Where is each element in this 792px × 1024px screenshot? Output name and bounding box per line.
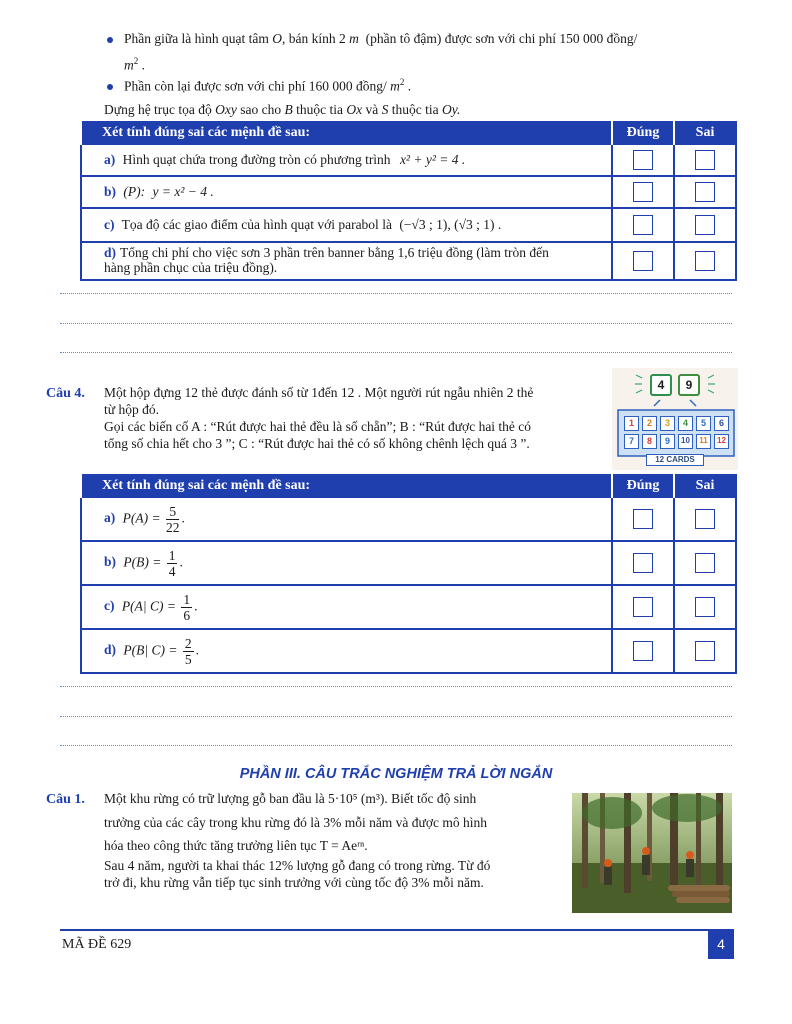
math-symbol: B (284, 102, 293, 117)
statement-text-continued: hàng phần chục của triệu đồng). (104, 260, 278, 275)
math-symbol: Ox (346, 102, 363, 117)
table-header-prompt: Xét tính đúng sai các mệnh đề sau: (81, 475, 612, 497)
table-row (81, 541, 736, 585)
table-row (81, 144, 736, 176)
cell-false (674, 208, 736, 242)
box-card: 7 (624, 434, 639, 449)
question-text: tổng số chia hết cho 3 ”; C : “Rút được hai thẻ có số không chênh lệch quá 3 ”. (104, 436, 530, 451)
false-checkbox[interactable] (695, 641, 715, 661)
question-text: từ hộp đó. (104, 402, 159, 417)
statement-label: b) (104, 554, 117, 570)
cell-true (612, 208, 674, 242)
cell-true (612, 585, 674, 629)
table-row (81, 585, 736, 629)
column-false: Sai (674, 475, 736, 497)
statement-label: d) (104, 245, 117, 261)
true-checkbox[interactable] (633, 150, 653, 170)
numerator: 1 (168, 547, 176, 563)
box-card: 3 (660, 416, 675, 431)
card-box-illustration (612, 368, 738, 470)
math-symbol: 2 (133, 56, 139, 66)
math-symbol: m (124, 57, 134, 73)
table-row (81, 629, 736, 673)
false-checkbox[interactable] (695, 251, 715, 271)
statement-math: x² + y² = 4 . (399, 151, 466, 167)
box-card: 6 (714, 416, 729, 431)
table-header-prompt: Xét tính đúng sai các mệnh đề sau: (81, 122, 612, 144)
question-text: Gọi các biến cố A : “Rút được hai thẻ đều là số chẵn”; B : “Rút được hai thẻ có (104, 419, 532, 434)
false-checkbox[interactable] (695, 553, 715, 573)
bullet-2-text: Phần còn lại được sơn với chi phí 160 000 đồng/ $m^2$ . (124, 77, 412, 94)
table-row (81, 208, 736, 242)
statement-label: a) (104, 510, 116, 526)
box-card: 8 (642, 434, 657, 449)
bullet-dot (107, 37, 113, 43)
math-symbol: O (272, 31, 283, 46)
question-number: Câu 1. (46, 792, 85, 807)
bullet-1-text (124, 31, 637, 48)
fraction (167, 548, 178, 579)
axis-part: và (365, 102, 379, 117)
false-checkbox[interactable] (695, 509, 715, 529)
bullet-1-part: (phần tô đậm) được sơn với chi phí 150 000 đồng/ (365, 31, 638, 46)
axis-part: thuộc tia (296, 102, 344, 117)
axis-part: thuộc tia (391, 102, 439, 117)
axis-part: sao cho (240, 102, 282, 117)
question-text: trưởng của các cây trong khu rừng đó là 3% mỗi năm và được mô hình (104, 815, 488, 830)
question-text: Một khu rừng có trữ lượng gỗ ban đầu là 5·10⁵ (m³). Biết tốc độ sinh (104, 791, 477, 806)
statement-d (81, 242, 612, 280)
statement-math: P(B) = (123, 554, 162, 570)
cell-true (612, 541, 674, 585)
cell-false (674, 176, 736, 208)
question-text: trở đi, khu rừng vẫn tiếp tục sinh trưởng với cùng tốc độ 3% mỗi năm. (104, 875, 484, 890)
statement-math: (−√3 ; 1), (√3 ; 1) . (399, 216, 502, 232)
cell-false (674, 629, 736, 673)
true-checkbox[interactable] (633, 553, 653, 573)
statement-a: a) P(A) = $\frac{5}{22}$ . (81, 497, 612, 541)
statement-d: d) P(B| C) = $\frac{2}{5}$ . (81, 629, 612, 673)
math-symbol: 2 (399, 77, 405, 87)
denominator: 5 (184, 651, 192, 667)
forest-photo (572, 793, 732, 913)
statement-label: c) (104, 598, 115, 614)
question-text: Sau 4 năm, người ta khai thác 12% lượng gỗ đang có trong rừng. Từ đó (104, 858, 491, 873)
footer-rule (60, 929, 708, 931)
denominator: 22 (165, 519, 180, 535)
statement-text: Hình quạt chứa trong đường tròn có phương trình (122, 151, 391, 167)
statement-math: y = x² − 4 . (152, 183, 214, 199)
cell-true (612, 629, 674, 673)
section-title: PHẦN III. CÂU TRẮC NGHIỆM TRẢ LỜI NGẮN (239, 766, 553, 782)
bullet-2-part: Phần còn lại được sơn với chi phí 160 000 đồng/ (124, 78, 387, 94)
answer-line (60, 686, 732, 687)
table-header (81, 475, 736, 497)
column-true: Đúng (612, 475, 674, 497)
bullet-1-unit: $m^2$ . (124, 56, 145, 73)
math-symbol: Oxy (215, 102, 237, 117)
numerator: 2 (184, 635, 192, 651)
statement-label: a) (104, 151, 116, 167)
box-card: 9 (660, 434, 675, 449)
table-row (81, 242, 736, 280)
drawn-card: 4 (650, 374, 672, 396)
exam-code: MÃ ĐỀ 629 (62, 937, 132, 952)
statement-text: Tổng chi phí cho việc sơn 3 phần trên banner bằng 1,6 triệu đồng (làm tròn đến (120, 245, 549, 261)
column-true: Đúng (612, 122, 674, 144)
true-checkbox[interactable] (633, 641, 653, 661)
axis-setup-text (104, 102, 460, 119)
cell-true (612, 176, 674, 208)
false-checkbox[interactable] (695, 150, 715, 170)
drawn-card: 9 (678, 374, 700, 396)
cell-false (674, 585, 736, 629)
statement-a (81, 144, 612, 176)
math-symbol: m (349, 31, 359, 46)
cell-true (612, 497, 674, 541)
question-number: Câu 4. (46, 386, 85, 401)
statement-c: c) P(A| C) = $\frac{1}{6}$ . (81, 585, 612, 629)
box-label: 12 CARDS (646, 454, 704, 466)
box-card: 10 (678, 434, 693, 449)
box-card: 2 (642, 416, 657, 431)
math-symbol: m (390, 78, 400, 94)
box-card: 11 (696, 434, 711, 449)
statement-b: b) P(B) = $\frac{1}{4}$ . (81, 541, 612, 585)
fraction (166, 504, 180, 535)
true-checkbox[interactable] (633, 251, 653, 271)
bullet-dot (107, 84, 113, 90)
cell-false (674, 541, 736, 585)
box-card: 1 (624, 416, 639, 431)
fraction (181, 592, 192, 623)
cell-true (612, 144, 674, 176)
answer-line (60, 745, 732, 746)
statement-math: P(A| C) = (121, 598, 176, 614)
denominator: 4 (168, 563, 176, 579)
statement-text: (P): (123, 183, 146, 199)
answer-line (60, 352, 732, 353)
false-checkbox[interactable] (695, 215, 715, 235)
math-symbol: Oy. (442, 102, 461, 117)
cell-false (674, 144, 736, 176)
bullet-1-part: , bán kính 2 (282, 31, 346, 46)
numerator: 1 (183, 591, 191, 607)
statement-math: P(A) = (122, 510, 161, 526)
statement-text: Tọa độ các giao điểm của hình quạt với parabol là (121, 216, 392, 232)
statement-math: P(B| C) = (123, 642, 178, 658)
statement-label: c) (104, 216, 115, 232)
cell-true (612, 242, 674, 280)
statement-b (81, 176, 612, 208)
question-text: hóa theo công thức tăng trưởng liên tục T = Aeʳⁿ. (104, 838, 368, 853)
fraction (183, 636, 194, 667)
numerator: 5 (166, 504, 180, 520)
box-card: 5 (696, 416, 711, 431)
false-checkbox[interactable] (695, 182, 715, 202)
question-text: Một hộp đựng 12 thẻ được đánh số từ 1đến 12 . Một người rút ngẫu nhiên 2 thẻ (104, 385, 534, 400)
true-false-table-2 (80, 474, 737, 674)
bullet-1-part: Phần giữa là hình quạt tâm (124, 31, 269, 46)
denominator: 6 (183, 607, 191, 623)
statement-label: b) (104, 183, 117, 199)
forest-illustration (572, 793, 732, 913)
true-false-table-1 (80, 121, 737, 281)
true-checkbox[interactable] (633, 215, 653, 235)
page-number: 4 (708, 929, 734, 959)
box-card: 12 (714, 434, 729, 449)
column-false: Sai (674, 122, 736, 144)
statement-label: d) (104, 642, 117, 658)
math-symbol: S (381, 102, 389, 117)
true-checkbox[interactable] (633, 182, 653, 202)
cell-false (674, 497, 736, 541)
answer-line (60, 323, 732, 324)
table-row (81, 497, 736, 541)
table-header (81, 122, 736, 144)
false-checkbox[interactable] (695, 597, 715, 617)
cell-false (674, 242, 736, 280)
true-checkbox[interactable] (633, 509, 653, 529)
statement-c (81, 208, 612, 242)
axis-part: Dựng hệ trục tọa độ (104, 102, 212, 117)
answer-line (60, 293, 732, 294)
table-row (81, 176, 736, 208)
answer-line (60, 716, 732, 717)
box-card: 4 (678, 416, 693, 431)
true-checkbox[interactable] (633, 597, 653, 617)
